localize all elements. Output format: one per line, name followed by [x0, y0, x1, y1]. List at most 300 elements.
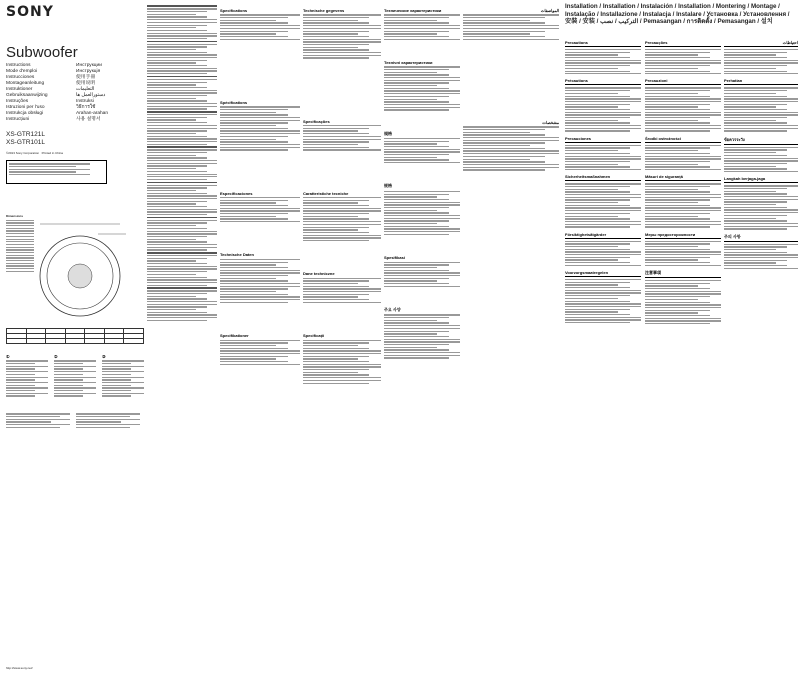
text-line	[565, 246, 618, 247]
text-line	[645, 114, 721, 115]
text-line	[724, 73, 798, 74]
text-line	[565, 62, 641, 63]
text-line	[565, 249, 630, 250]
text-line	[724, 68, 776, 69]
text-line	[463, 150, 559, 151]
text-line	[565, 194, 641, 195]
text-line	[565, 257, 630, 258]
text-line	[565, 52, 630, 53]
installation-title: Installation / Installation / Instalación / Installation / Montering / Montage / Instalação / Installazione / Instalacja / Instalare / Установка / Установлення / 安裝 / 安装 / ﺍﻟﺘﺮﻛﻴﺐ / ﻧﺼﺐ / Pemasangan / การติดตั้ง / Pemasangan / 설치	[565, 3, 790, 25]
text-line	[565, 90, 630, 91]
text-line	[220, 294, 288, 295]
text-line	[147, 165, 207, 166]
text-line	[147, 312, 207, 313]
text-line	[384, 280, 437, 281]
text-line	[147, 304, 217, 305]
text-line	[384, 159, 449, 160]
text-line	[384, 320, 437, 321]
text-line	[384, 317, 449, 318]
text-line	[303, 17, 369, 18]
text-line	[147, 163, 217, 164]
text-line	[463, 153, 559, 154]
text-line	[565, 153, 630, 154]
text-line	[724, 147, 798, 148]
text-line	[645, 310, 710, 311]
text-line	[384, 74, 449, 75]
text-line	[645, 312, 698, 313]
text-line	[303, 358, 358, 359]
text-line	[220, 114, 288, 115]
text-line	[724, 93, 776, 94]
text-line	[147, 168, 196, 169]
text-line	[147, 155, 196, 156]
text-line	[645, 194, 721, 195]
spec-heading: Specifications	[220, 8, 248, 13]
text-line	[565, 73, 641, 74]
text-line	[645, 128, 721, 129]
text-line	[645, 93, 698, 94]
text-line	[303, 205, 369, 206]
text-line	[147, 190, 196, 191]
text-line	[147, 119, 196, 120]
text-line	[384, 336, 449, 337]
text-line	[147, 249, 207, 250]
text-line	[384, 325, 460, 326]
text-line	[645, 246, 698, 247]
text-line	[303, 141, 369, 142]
text-line	[645, 122, 710, 123]
text-line	[724, 193, 787, 194]
text-line	[645, 259, 698, 260]
text-line	[645, 241, 721, 242]
text-line	[384, 109, 449, 110]
text-line	[565, 317, 641, 318]
text-line	[724, 125, 798, 126]
text-line	[645, 243, 710, 244]
text-line	[147, 225, 196, 226]
text-line	[645, 280, 721, 281]
text-line	[147, 239, 196, 240]
text-line	[565, 284, 618, 285]
text-line	[463, 142, 545, 143]
text-line	[645, 291, 721, 292]
specs-column-1: Specifications Spécifications Especificaciones Technische Daten Specifikationer	[220, 0, 300, 366]
text-line	[565, 150, 618, 151]
text-line	[565, 309, 630, 310]
text-line	[384, 344, 449, 345]
text-line	[384, 210, 437, 211]
text-line	[147, 84, 196, 85]
text-line	[724, 117, 787, 118]
text-line	[724, 207, 787, 208]
text-line	[303, 130, 358, 131]
text-line	[147, 38, 207, 39]
text-line	[303, 36, 369, 37]
text-line	[303, 240, 369, 241]
text-line	[303, 348, 369, 349]
text-line	[724, 215, 787, 216]
text-line	[463, 132, 530, 133]
text-line	[147, 141, 217, 142]
text-line	[384, 20, 437, 21]
text-line	[303, 369, 369, 370]
text-line	[147, 33, 217, 34]
text-line	[220, 275, 288, 276]
text-line	[724, 106, 776, 107]
text-line	[645, 323, 710, 324]
text-line	[645, 49, 721, 50]
text-line	[463, 36, 545, 37]
text-line	[565, 303, 641, 304]
text-line	[384, 223, 437, 224]
text-line	[147, 187, 207, 188]
text-line	[147, 198, 217, 199]
text-line	[645, 147, 710, 148]
text-line	[303, 216, 358, 217]
text-line	[147, 8, 217, 9]
text-line	[724, 122, 787, 123]
text-line	[384, 341, 460, 342]
text-line	[147, 296, 196, 297]
text-line	[463, 167, 559, 168]
text-line	[147, 65, 207, 66]
text-line	[303, 294, 369, 295]
parts-section: ① ② ③	[6, 350, 144, 398]
text-line	[147, 22, 217, 23]
text-line	[565, 128, 641, 129]
text-line	[645, 221, 721, 222]
text-line	[147, 125, 217, 126]
text-line	[565, 224, 641, 225]
install-column-2: Precauções Precauzioni Środki ostrożności Măsuri de siguranță Меры предосторожности 注意事項	[645, 36, 721, 326]
text-line	[220, 213, 288, 214]
text-line	[724, 149, 787, 150]
text-line	[565, 314, 630, 315]
text-line	[565, 251, 641, 252]
text-line	[645, 68, 698, 69]
text-line	[384, 25, 460, 26]
text-line	[384, 141, 449, 142]
text-line	[384, 215, 460, 216]
text-line	[303, 366, 381, 367]
text-line	[303, 380, 381, 381]
text-line	[147, 185, 217, 186]
text-line	[724, 244, 798, 245]
text-line	[384, 328, 460, 329]
text-line	[565, 216, 618, 217]
text-line	[220, 125, 276, 126]
text-line	[303, 55, 381, 56]
notice-heading-line	[147, 146, 217, 148]
text-line	[384, 31, 449, 32]
text-line	[724, 226, 798, 227]
text-line	[147, 233, 217, 234]
text-line	[220, 283, 300, 284]
text-line	[147, 130, 207, 131]
text-line	[384, 33, 437, 34]
text-line	[463, 159, 530, 160]
text-line	[565, 282, 630, 283]
text-line	[147, 73, 207, 74]
text-line	[384, 146, 449, 147]
text-line	[384, 36, 449, 37]
text-line	[147, 52, 207, 53]
text-line	[147, 149, 217, 150]
text-line	[303, 353, 381, 354]
text-line	[384, 283, 449, 284]
text-line	[724, 57, 787, 58]
text-line	[645, 54, 698, 55]
text-line	[147, 57, 217, 58]
text-line	[645, 109, 710, 110]
text-line	[384, 157, 437, 158]
install-column-1: Precautions Précautions Precauciones Sicherheitsmaßnahmen Försiktighetsåtgärder Voorzorgsmaatregelen	[565, 36, 641, 325]
text-line	[724, 65, 787, 66]
text-line	[645, 254, 721, 255]
text-line	[724, 155, 787, 156]
text-line	[645, 125, 721, 126]
text-line	[724, 60, 798, 61]
text-line	[724, 199, 798, 200]
text-line	[724, 254, 798, 255]
text-line	[303, 235, 381, 236]
text-line	[147, 114, 217, 115]
text-line	[303, 197, 381, 198]
text-line	[565, 205, 630, 206]
text-line	[303, 52, 381, 53]
notice-heading-line	[147, 287, 217, 289]
text-line	[645, 226, 710, 227]
text-line	[565, 112, 641, 113]
text-line	[724, 90, 787, 91]
text-line	[645, 145, 721, 146]
text-line	[565, 68, 618, 69]
text-line	[303, 229, 358, 230]
text-line	[565, 191, 630, 192]
text-line	[384, 267, 437, 268]
text-line	[220, 291, 276, 292]
text-line	[220, 259, 300, 260]
text-line	[147, 228, 207, 229]
text-line	[147, 138, 217, 139]
text-line	[565, 301, 630, 302]
text-line	[303, 364, 381, 365]
subwoofer-drawing	[38, 214, 128, 322]
specs-column-2: Technische gegevens Specificações Caratteristiche tecniche Dane techniczne Specificații	[303, 0, 381, 385]
text-line	[303, 288, 381, 289]
text-line	[384, 107, 460, 108]
text-line	[645, 96, 710, 97]
text-line	[147, 266, 217, 267]
text-line	[220, 356, 288, 357]
text-line	[303, 128, 369, 129]
text-line	[220, 130, 300, 131]
text-line	[463, 134, 545, 135]
text-line	[147, 46, 207, 47]
notice-heading-line	[147, 76, 217, 78]
text-line	[565, 161, 630, 162]
text-line	[147, 222, 207, 223]
text-line	[303, 44, 369, 45]
text-line	[463, 126, 559, 127]
text-line	[463, 39, 559, 40]
text-line	[220, 210, 300, 211]
text-line	[384, 347, 437, 348]
text-line	[147, 82, 207, 83]
text-line	[724, 62, 798, 63]
text-line	[220, 136, 288, 137]
text-line	[565, 60, 641, 61]
text-line	[220, 262, 288, 263]
text-line	[303, 20, 358, 21]
text-line	[645, 296, 710, 297]
text-line	[645, 161, 710, 162]
text-line	[565, 243, 630, 244]
text-line	[645, 158, 721, 159]
text-line	[565, 101, 641, 102]
text-line	[220, 278, 276, 279]
text-line	[303, 31, 369, 32]
text-line	[303, 283, 358, 284]
text-line	[565, 98, 641, 99]
text-line	[220, 122, 288, 123]
text-line	[384, 314, 460, 315]
text-line	[645, 302, 710, 303]
text-line	[384, 355, 460, 356]
text-line	[384, 275, 460, 276]
text-line	[303, 14, 381, 15]
text-line	[303, 22, 369, 23]
text-line	[220, 267, 288, 268]
text-line	[645, 299, 698, 300]
text-line	[147, 35, 217, 36]
text-line	[724, 114, 798, 115]
text-line	[384, 228, 460, 229]
text-line	[384, 218, 460, 219]
text-line	[724, 52, 787, 53]
text-line	[724, 246, 787, 247]
text-line	[147, 271, 207, 272]
text-line	[645, 166, 710, 167]
text-line	[724, 196, 798, 197]
text-line	[645, 304, 721, 305]
text-line	[303, 33, 358, 34]
text-line	[384, 101, 449, 102]
text-line	[147, 290, 217, 291]
text-line	[384, 96, 449, 97]
text-line	[384, 69, 449, 70]
text-line	[724, 212, 798, 213]
text-line	[147, 14, 196, 15]
text-line	[220, 33, 276, 34]
text-line	[220, 345, 276, 346]
text-line	[645, 62, 721, 63]
text-line	[384, 77, 460, 78]
text-line	[303, 218, 369, 219]
text-line	[645, 283, 710, 284]
text-line	[724, 252, 787, 253]
text-line	[303, 377, 381, 378]
text-line	[147, 174, 217, 175]
text-line	[645, 262, 710, 263]
text-line	[384, 352, 460, 353]
text-line	[565, 164, 618, 165]
text-line	[384, 143, 437, 144]
certification-box	[6, 160, 107, 184]
text-line	[220, 106, 300, 107]
text-line	[384, 22, 449, 23]
text-line	[645, 210, 721, 211]
text-line	[303, 374, 369, 375]
text-line	[147, 128, 217, 129]
text-line	[565, 218, 630, 219]
text-line	[303, 202, 358, 203]
text-line	[565, 145, 641, 146]
text-line	[724, 104, 787, 105]
text-line	[463, 137, 559, 138]
text-line	[220, 264, 276, 265]
text-line	[220, 20, 276, 21]
text-line	[645, 57, 710, 58]
text-line	[147, 244, 217, 245]
text-line	[303, 356, 369, 357]
text-line	[303, 57, 369, 58]
text-line	[147, 193, 207, 194]
text-line	[565, 109, 630, 110]
text-line	[565, 54, 618, 55]
text-line	[303, 213, 369, 214]
text-line	[645, 293, 721, 294]
text-line	[724, 168, 787, 169]
text-line	[220, 288, 288, 289]
text-line	[147, 285, 207, 286]
text-line	[147, 274, 196, 275]
text-line	[147, 258, 207, 259]
text-line	[384, 14, 460, 15]
text-line	[303, 286, 369, 287]
text-line	[645, 87, 721, 88]
text-line	[724, 158, 798, 159]
text-line	[384, 207, 449, 208]
text-line	[724, 96, 787, 97]
text-line	[724, 112, 798, 113]
text-line	[147, 263, 207, 264]
text-line	[147, 247, 217, 248]
text-line	[565, 106, 618, 107]
text-line	[565, 87, 641, 88]
text-line	[724, 128, 798, 129]
text-line	[147, 195, 217, 196]
text-line	[384, 322, 449, 323]
text-line	[384, 162, 460, 163]
text-line	[384, 154, 449, 155]
text-line	[303, 342, 369, 343]
text-line	[565, 319, 641, 320]
text-line	[147, 157, 207, 158]
arabic-specs-column: ﺍﻟﻤﻮﺍﺻﻔﺎﺕ ﻣﺸﺨﺼﺎﺕ	[463, 0, 559, 172]
text-line	[724, 204, 776, 205]
text-line	[220, 141, 288, 142]
text-line	[645, 98, 721, 99]
text-line	[384, 196, 437, 197]
text-line	[220, 17, 288, 18]
text-line	[724, 188, 787, 189]
text-line	[384, 278, 449, 279]
text-line	[147, 68, 217, 69]
text-line	[384, 72, 437, 73]
language-list-left: Instructions Mode d'emploi Instrucciones Montageanleitung Instruktioner Gebruiksaanwijzing Instruções Istruzioni per l'uso Instrukcja obsługi Instrucțiuni	[6, 63, 48, 122]
text-line	[384, 80, 460, 81]
